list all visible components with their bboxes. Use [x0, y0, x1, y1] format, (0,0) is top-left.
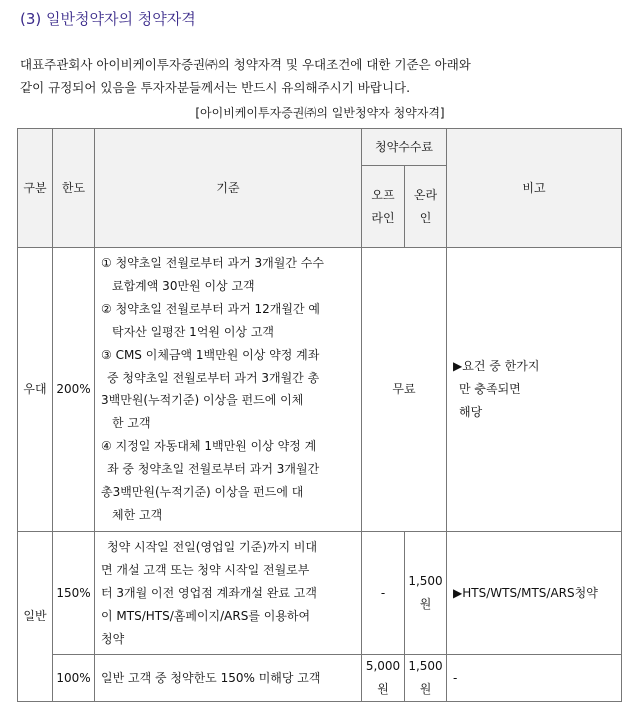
header-offline: 오프 라인 [362, 166, 405, 248]
fee-cell: 무료 [362, 248, 447, 532]
limit-cell: 150% [53, 531, 95, 655]
table-caption: [아이비케이투자증권㈜의 일반청약자 청약자격] [195, 106, 445, 120]
limit-cell: 100% [53, 655, 95, 702]
criteria-cell: 일반 고객 중 청약한도 150% 미해당 고객 [95, 655, 362, 702]
offline-fee-cell: - [362, 531, 405, 655]
category-cell: 일반 [18, 531, 53, 702]
header-note: 비고 [447, 129, 622, 248]
category-cell: 우대 [18, 248, 53, 532]
table-row-preferred [18, 248, 622, 532]
criteria-cell: 청약 시작일 전일(영업일 기준)까지 비대 면 개설 고객 또는 청약 시작일 전월로부 터 3개월 이전 영업점 계좌개설 완료 고객 이 MTS/HTS/홈페이지/ARS를 이용하여 청약 [95, 531, 362, 655]
table-row-general-150 [18, 531, 622, 655]
section-heading: (3) 일반청약자의 청약자격 [20, 10, 196, 28]
criteria-cell: ① 청약초일 전월로부터 과거 3개월간 수수 료합계액 30만원 이상 고객 ② 청약초일 전월로부터 과거 12개월간 예 탁자산 일평잔 1억원 이상 고객 ③ CMS 이체금액 1백만원 이상 약정 계좌 중 청약초일 전월로부터 과거 3개월간 총 3백만원(누적기준) 이상을 펀드에 이체 한 고객 ④ 지정일 자동대체 1백만원 이상 약정 계 좌 중 청약초일 전월로부터 과거 3개월간 총3백만원(누적기준) 이상을 펀드에 대 체한 고객 [95, 248, 362, 532]
eligibility-table [17, 128, 622, 702]
note-cell: ▶요건 중 한가지 만 충족되면 해당 [447, 248, 622, 532]
limit-cell: 200% [53, 248, 95, 532]
header-online: 온라 인 [405, 166, 447, 248]
intro-line: 대표주관회사 아이비케이투자증권㈜의 청약자격 및 우대조건에 대한 기준은 아래와 [20, 57, 471, 72]
online-fee-cell: 1,500 원 [405, 655, 447, 702]
header-fee: 청약수수료 [362, 129, 447, 166]
online-fee-cell: 1,500 원 [405, 531, 447, 655]
header-limit: 한도 [53, 129, 95, 248]
offline-fee-cell: 5,000 원 [362, 655, 405, 702]
intro-paragraph [20, 53, 630, 99]
header-category: 구분 [18, 129, 53, 248]
note-cell: - [447, 655, 622, 702]
header-criteria: 기준 [95, 129, 362, 248]
table-row-general-100 [18, 655, 622, 702]
note-cell: ▶HTS/WTS/MTS/ARS청약 [447, 531, 622, 655]
intro-line: 같이 규정되어 있음을 투자자분들께서는 반드시 유의해주시기 바랍니다. [20, 80, 411, 95]
